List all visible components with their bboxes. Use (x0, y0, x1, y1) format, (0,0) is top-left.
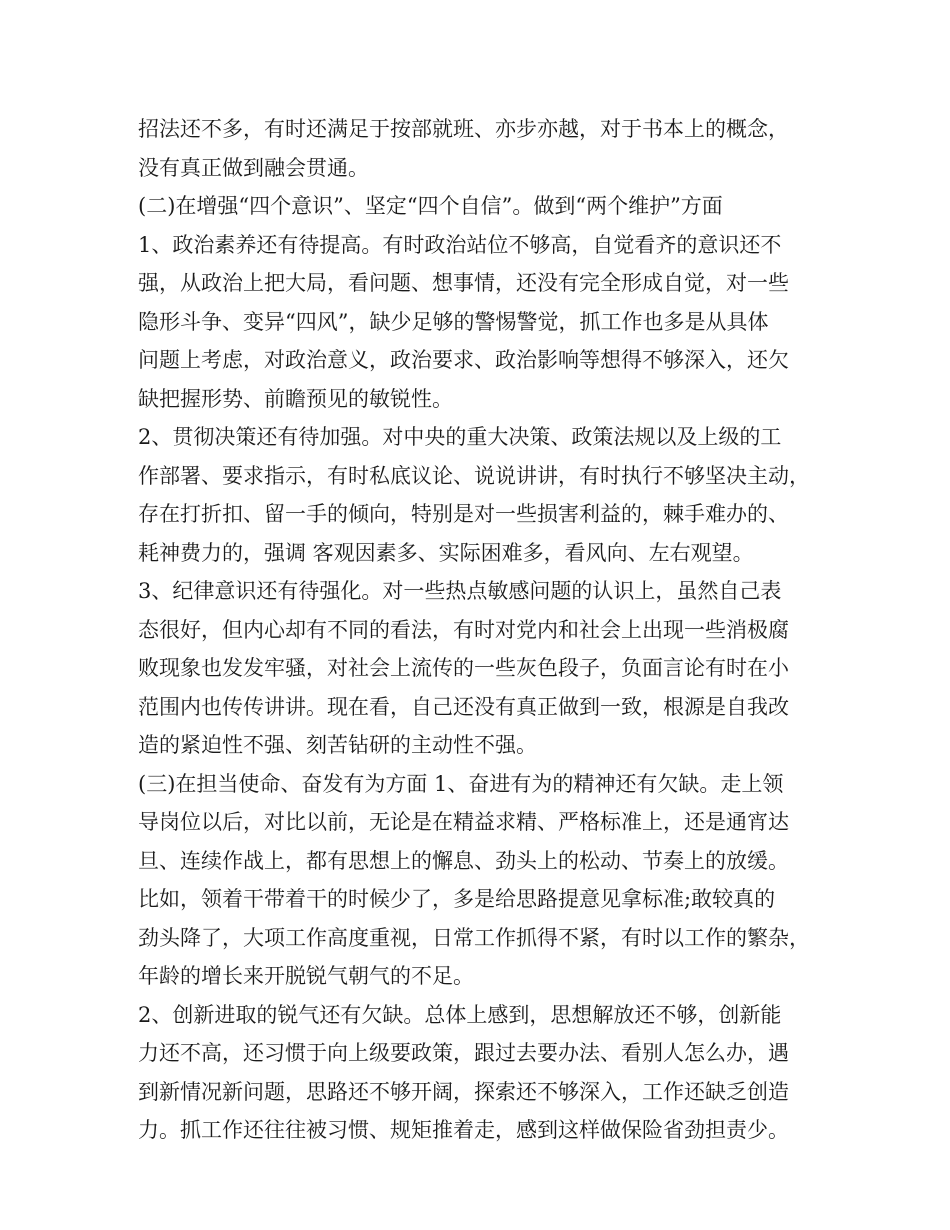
section-heading: (二)在增强“四个意识”、坚定“四个自信”。做到“两个维护”方面 (138, 194, 723, 218)
text-line: 范围内也传传讲讲。现在看，自己还没有真正做到一致，根源是自我改 (138, 694, 789, 719)
text-line: 没有真正做到融会贯通。 (138, 155, 369, 180)
text-line: 败现象也发发牢骚，对社会上流传的一些灰色段子，负面言论有时在小 (138, 656, 789, 680)
text-line: 到新情况新问题，思路还不够开阔，探索还不够深入，工作还缺乏创造 (138, 1079, 789, 1104)
text-line: 1、政治素养还有待提高。有时政治站位不够高，自觉看齐的意识还不 (138, 232, 782, 257)
text-line: 年龄的增长来开脱锐气朝气的不足。 (138, 964, 474, 988)
text-line: 劲头降了，大项工作高度重视，日常工作抓得不紧，有时以工作的繁杂， (138, 925, 810, 950)
document-body (138, 110, 838, 1150)
text-line: 力。抓工作还往往被习惯、规矩推着走，感到这样做保险省劲担责少。 (138, 1118, 789, 1142)
text-line: 耗神费力的，强调 客观因素多、实际困难多，看风向、左右观望。 (138, 540, 754, 565)
text-line: 导岗位以后，对比以前，无论是在精益求精、严格标准上，还是通宵达 (138, 810, 789, 834)
text-line: 强，从政治上把大局，看问题、想事情，还没有完全形成自觉，对一些 (138, 271, 789, 295)
text-line: 存在打折扣、留一手的倾向，特别是对一些损害利益的，棘手难办的、 (138, 502, 789, 526)
text-line: 造的紧迫性不强、刻苦钻研的主动性不强。 (138, 733, 537, 757)
text-line: 态很好，但内心却有不同的看法，有时对党内和社会上出现一些消极腐 (138, 617, 789, 642)
text-line: 缺把握形势、前瞻预见的敏锐性。 (138, 386, 453, 411)
text-line: 隐形斗争、变异“四风”，缺少足够的警惕警觉，抓工作也多是从具体 (138, 309, 769, 334)
text-line: 问题上考虑，对政治意义，政治要求、政治影响等想得不够深入，还欠 (138, 348, 789, 372)
text-line: 作部署、要求指示，有时私底议论、说说讲讲，有时执行不够坚决主动， (138, 463, 810, 488)
section-heading: (三)在担当使命、奋发有为方面 1、奋进有为的精神还有欠缺。走上领 (138, 771, 784, 796)
text-line: 比如，领着干带着干的时候少了，多是给思路提意见拿标准;敢较真的 (138, 887, 776, 911)
text-line: 力还不高，还习惯于向上级要政策，跟过去要办法、看别人怎么办，遇 (138, 1041, 789, 1065)
text-line: 招法还不多，有时还满足于按部就班、亦步亦越，对于书本上的概念， (138, 117, 789, 141)
text-line: 3、纪律意识还有待强化。对一些热点敏感问题的认识上，虽然自己表 (138, 579, 782, 603)
text-line: 旦、连续作战上，都有思想上的懈息、劲头上的松动、节奏上的放缓。 (138, 848, 789, 873)
text-line: 2、创新进取的锐气还有欠缺。总体上感到，思想解放还不够，创新能 (138, 1002, 782, 1027)
text-line: 2、贯彻决策还有待加强。对中央的重大决策、政策法规以及上级的工 (138, 425, 782, 449)
